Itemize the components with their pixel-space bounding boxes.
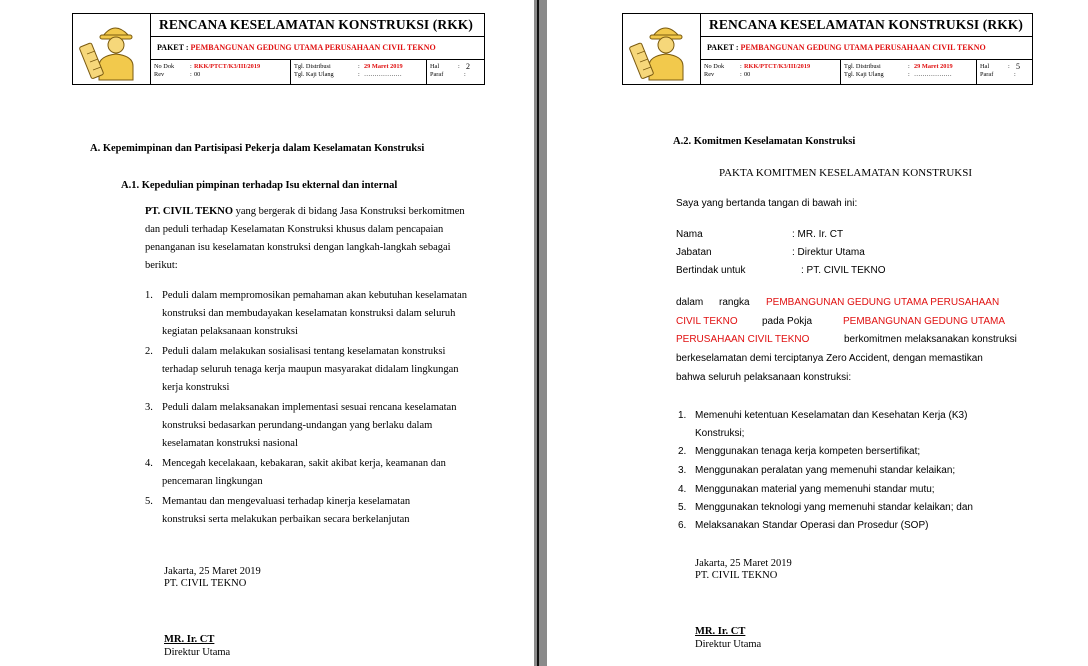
pakta-intro: Saya yang bertanda tangan di bawah ini: (676, 198, 858, 209)
list-item-line: Peduli dalam melaksanakan implementasi sesuai rencana keselamatan (162, 402, 457, 413)
para-text: berkeselamatan demi terciptanya Zero Accident, dengan memastikan (676, 353, 983, 364)
paket-label: PAKET : (157, 43, 189, 52)
list-item-line: Konstruksi; (695, 428, 745, 439)
para-word: pada Pokja (762, 316, 813, 327)
no-dok-label: No Dok (704, 63, 725, 70)
para-text: berkomitmen melaksanakan konstruksi (844, 334, 1017, 345)
para-project-name: PEMBANGUNAN GEDUNG UTAMA (843, 316, 1006, 327)
paket-row (151, 37, 484, 60)
document-meta (151, 60, 484, 84)
paket-value: PEMBANGUNAN GEDUNG UTAMA PERUSAHAAN CIVIL TEKNO (190, 43, 436, 52)
construction-worker-logo (73, 14, 151, 84)
tgl-distribusi-label: Tgl. Distribusi (844, 63, 881, 70)
colon: : (1014, 70, 1016, 78)
list-item-line: terhadap seluruh tenaga kerja maupun masyarakat didalam lingkungan (162, 364, 459, 375)
list-item-number: 3. (678, 465, 687, 476)
field-label-bertindak: Bertindak untuk (676, 265, 746, 276)
colon: : (190, 70, 192, 78)
para-project-name: PERUSAHAAN CIVIL TEKNO (676, 334, 810, 345)
intro-line: dan peduli terhadap Keselamatan Konstruksi khusus dalam pencapaian (145, 224, 444, 235)
colon: : (1008, 63, 1010, 70)
para-word: rangka (719, 297, 750, 308)
field-label-jabatan: Jabatan (676, 247, 712, 258)
tgl-distribusi-value: 29 Maret 2019 (914, 63, 953, 70)
company-name: PT. CIVIL TEKNO (164, 578, 247, 589)
list-item-number: 5. (678, 502, 687, 513)
signer-name: MR. Ir. CT (164, 634, 215, 645)
list-item-line: Memenuhi ketentuan Keselamatan dan Kesehatan Kerja (K3) (695, 410, 968, 421)
tgl-kaji-value: ……………… (364, 70, 402, 78)
paraf-label: Paraf (430, 70, 444, 78)
field-label-nama: Nama (676, 229, 703, 240)
section-a1-heading: A.1. Kepedulian pimpinan terhadap Isu ekternal dan internal (121, 180, 398, 191)
colon: : (740, 63, 742, 70)
list-item-line: konstruksi bedasarkan perundang-undangan yang berlaku dalam (162, 420, 433, 431)
colon: : (358, 70, 360, 78)
colon: : (908, 70, 910, 78)
list-item-line: Peduli dalam mempromosikan pemahaman akan kebutuhan keselamatan (162, 290, 467, 301)
colon: : (358, 63, 360, 70)
list-item-line: konstruksi dan membudayakan keselamatan konstruksi dalam seluruh (162, 308, 456, 319)
para-text: bahwa seluruh pelaksanaan konstruksi: (676, 372, 852, 383)
tgl-distribusi-label: Tgl. Distribusi (294, 63, 331, 70)
list-item-line: kegiatan pelaksanaan konstruksi (162, 326, 298, 337)
field-value-nama: : MR. Ir. CT (792, 229, 844, 240)
intro-line: berikut: (145, 260, 178, 271)
document-meta (701, 60, 1032, 84)
colon: : (190, 63, 192, 70)
rev-label: Rev (154, 70, 165, 78)
page-divider (537, 0, 539, 666)
paket-value: PEMBANGUNAN GEDUNG UTAMA PERUSAHAAN CIVIL TEKNO (740, 43, 986, 52)
signer-title: Direktur Utama (695, 639, 762, 650)
list-item-number: 4. (145, 458, 153, 469)
intro-line: penanganan isu keselamatan konstruksi dengan langkah-langkah sebagai (145, 242, 451, 253)
hal-label: Hal (430, 63, 440, 70)
hal-value: 5 (1016, 62, 1020, 71)
document-header (622, 13, 1033, 85)
list-item-number: 2. (145, 346, 153, 357)
construction-worker-logo (623, 14, 701, 84)
document-page-left (0, 0, 534, 666)
paraf-label: Paraf (980, 70, 994, 78)
intro-company: PT. CIVIL TEKNO (145, 206, 234, 217)
intro-line-1 (145, 205, 465, 219)
list-item-number: 6. (678, 520, 687, 531)
hal-label: Hal (980, 63, 990, 70)
list-item-line: Menggunakan peralatan yang memenuhi standar kelaikan; (695, 465, 956, 476)
no-dok-value: RKK/PTCT/K3/III/2019 (744, 63, 811, 70)
para-word: dalam (676, 297, 704, 308)
list-item-line: Menggunakan teknologi yang memenuhi standar kelaikan; dan (695, 502, 973, 513)
list-item-line: Peduli dalam melakukan sosialisasi tentang keselamatan konstruksi (162, 346, 446, 357)
field-value-jabatan: : Direktur Utama (792, 247, 865, 258)
no-dok-label: No Dok (154, 63, 175, 70)
list-item-number: 5. (145, 496, 153, 507)
signer-name: MR. Ir. CT (695, 626, 746, 637)
tgl-kaji-label: Tgl. Kaji Ulang (844, 70, 884, 78)
company-name: PT. CIVIL TEKNO (695, 570, 778, 581)
document-title: RENCANA KESELAMATAN KONSTRUKSI (RKK) (151, 14, 484, 37)
list-item-number: 1. (145, 290, 153, 301)
place-date: Jakarta, 25 Maret 2019 (695, 558, 792, 569)
list-item-number: 4. (678, 484, 687, 495)
intro-text: yang bergerak di bidang Jasa Konstruksi berkomitmen (235, 206, 465, 217)
colon: : (458, 63, 460, 70)
para-project-name: CIVIL TEKNO (676, 316, 738, 327)
document-page-right (547, 0, 1088, 666)
list-item-number: 2. (678, 446, 687, 457)
section-a2-heading: A.2. Komitmen Keselamatan Konstruksi (673, 136, 856, 147)
list-item-number: 3. (145, 402, 153, 413)
list-item-line: pencemaran lingkungan (162, 476, 263, 487)
tgl-distribusi-value: 29 Maret 2019 (364, 63, 403, 70)
colon: : (740, 70, 742, 78)
list-item-line: keselamatan konstruksi nasional (162, 438, 298, 449)
pakta-title: PAKTA KOMITMEN KESELAMATAN KONSTRUKSI (719, 167, 972, 179)
list-item-line: Menggunakan tenaga kerja kompeten bersertifikat; (695, 446, 921, 457)
paket-row (701, 37, 1032, 60)
document-title: RENCANA KESELAMATAN KONSTRUKSI (RKK) (701, 14, 1032, 37)
field-value-bertindak: : PT. CIVIL TEKNO (801, 265, 886, 276)
no-dok-value: RKK/PTCT/K3/III/2019 (194, 63, 261, 70)
section-a-heading: A. Kepemimpinan dan Partisipasi Pekerja dalam Keselamatan Konstruksi (90, 143, 425, 154)
para-project-name: PEMBANGUNAN GEDUNG UTAMA PERUSAHAAN (766, 297, 1000, 308)
document-header (72, 13, 485, 85)
list-item-line: konstruksi serta melakukan perbaikan secara berkelanjutan (162, 514, 410, 525)
tgl-kaji-label: Tgl. Kaji Ulang (294, 70, 334, 78)
tgl-kaji-value: ……………… (914, 70, 952, 78)
paket-label: PAKET : (707, 43, 739, 52)
hal-value: 2 (466, 62, 470, 71)
list-item-line: Memantau dan mengevaluasi terhadap kinerja keselamatan (162, 496, 411, 507)
list-item-line: Menggunakan material yang memenuhi standar mutu; (695, 484, 935, 495)
rev-value: 00 (194, 70, 201, 78)
place-date: Jakarta, 25 Maret 2019 (164, 566, 261, 577)
list-item-number: 1. (678, 410, 687, 421)
list-item-line: Melaksanakan Standar Operasi dan Prosedur (SOP) (695, 520, 929, 531)
rev-value: 00 (744, 70, 751, 78)
rev-label: Rev (704, 70, 715, 78)
signer-title: Direktur Utama (164, 647, 231, 658)
list-item-line: kerja konstruksi (162, 382, 230, 393)
colon: : (908, 63, 910, 70)
list-item-line: Mencegah kecelakaan, kebakaran, sakit akibat kerja, keamanan dan (162, 458, 446, 469)
colon: : (464, 70, 466, 78)
